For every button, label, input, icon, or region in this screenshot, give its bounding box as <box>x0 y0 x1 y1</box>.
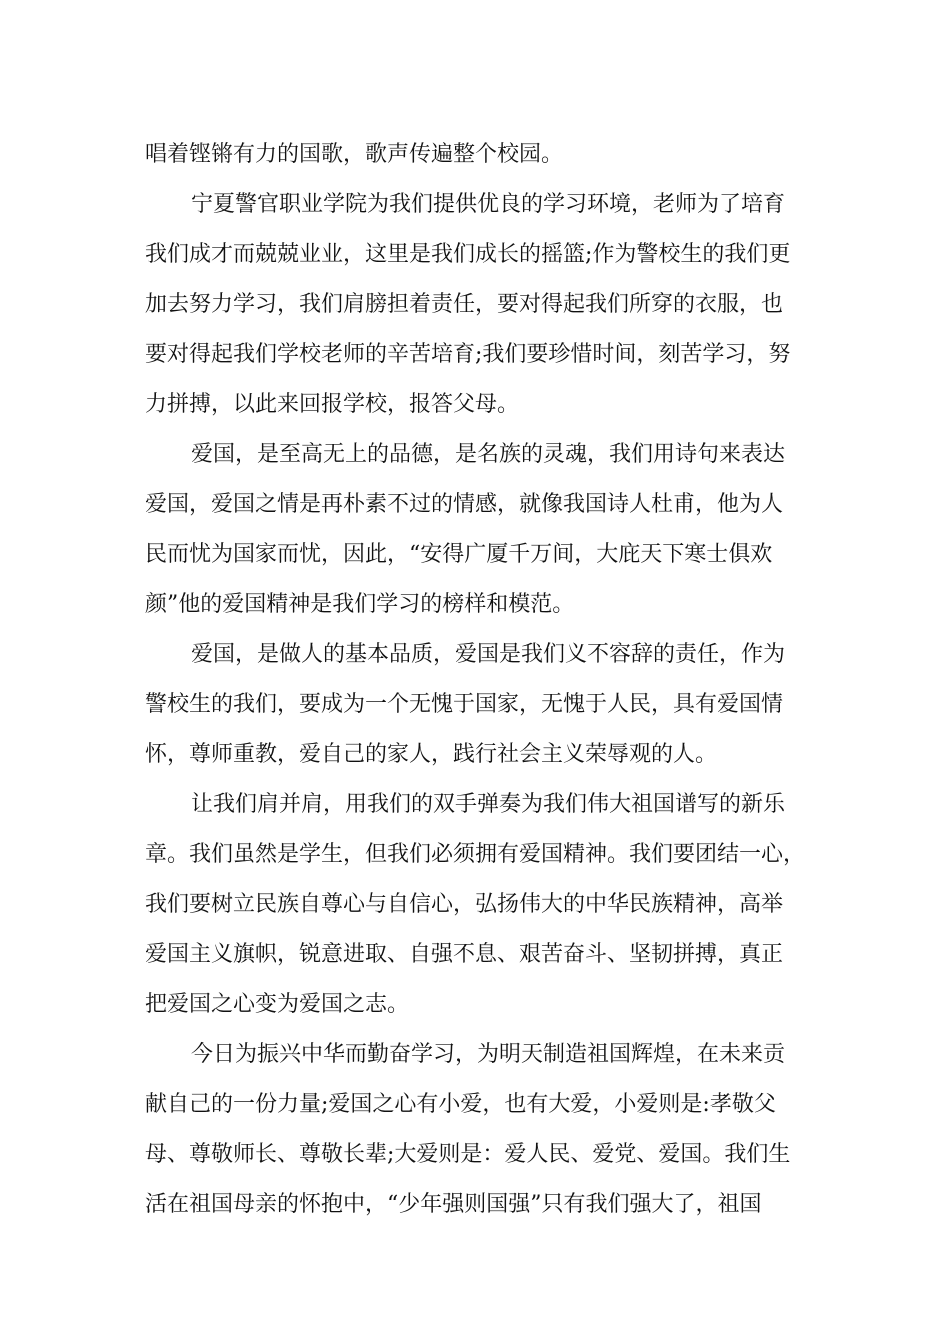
text-line-2: 宁夏警官职业学院为我们提供优良的学习环境，老师为了培育 <box>191 192 786 217</box>
text-line-12: 警校生的我们，要成为一个无愧于国家，无愧于人民，具有爱国情 <box>145 692 784 717</box>
text-line-9: 民而忧为国家而忧，因此，“安得广厦千万间，大庇天下寒士俱欢 <box>145 542 773 567</box>
text-line-4: 加去努力学习，我们肩膀担着责任，要对得起我们所穿的衣服，也 <box>145 292 784 317</box>
text-line-17: 爱国主义旗帜，锐意进取、自强不息、艰苦奋斗、坚韧拼搏，真正 <box>145 942 784 967</box>
text-line-22: 活在祖国母亲的怀抱中，“少年强则国强”只有我们强大了，祖国 <box>145 1192 762 1217</box>
text-line-20: 献自己的一份力量;爱国之心有小爱，也有大爱，小爱则是:孝敬父 <box>145 1092 776 1117</box>
text-line-16: 我们要树立民族自尊心与自信心，弘扬伟大的中华民族精神，高举 <box>145 892 784 917</box>
text-line-11: 爱国，是做人的基本品质，爱国是我们义不容辞的责任，作为 <box>191 642 786 667</box>
text-line-5: 要对得起我们学校老师的辛苦培育;我们要珍惜时间，刻苦学习，努 <box>145 342 791 367</box>
text-line-8: 爱国，爱国之情是再朴素不过的情感，就像我国诗人杜甫，他为人 <box>145 492 784 517</box>
text-line-7: 爱国，是至高无上的品德，是名族的灵魂，我们用诗句来表达 <box>191 442 786 467</box>
text-line-18: 把爱国之心变为爱国之志。 <box>145 992 410 1017</box>
text-line-6: 力拼搏，以此来回报学校，报答父母。 <box>145 392 520 417</box>
text-line-14: 让我们肩并肩，用我们的双手弹奏为我们伟大祖国谱写的新乐 <box>191 792 786 817</box>
text-line-21: 母、尊敬师长、尊敬长辈;大爱则是：爱人民、爱党、爱国。我们生 <box>145 1142 791 1167</box>
text-line-13: 怀，尊师重教，爱自己的家人，践行社会主义荣辱观的人。 <box>145 742 718 767</box>
body-text <box>145 130 810 1230</box>
text-line-10: 颜”他的爱国精神是我们学习的榜样和模范。 <box>145 592 575 617</box>
text-line-3: 我们成才而兢兢业业，这里是我们成长的摇篮;作为警校生的我们更 <box>145 242 791 267</box>
text-line-1: 唱着铿锵有力的国歌，歌声传遍整个校园。 <box>145 142 564 167</box>
text-line-15: 章。我们虽然是学生，但我们必须拥有爱国精神。我们要团结一心， <box>145 842 806 867</box>
text-line-19: 今日为振兴中华而勤奋学习，为明天制造祖国辉煌，在未来贡 <box>191 1042 786 1067</box>
